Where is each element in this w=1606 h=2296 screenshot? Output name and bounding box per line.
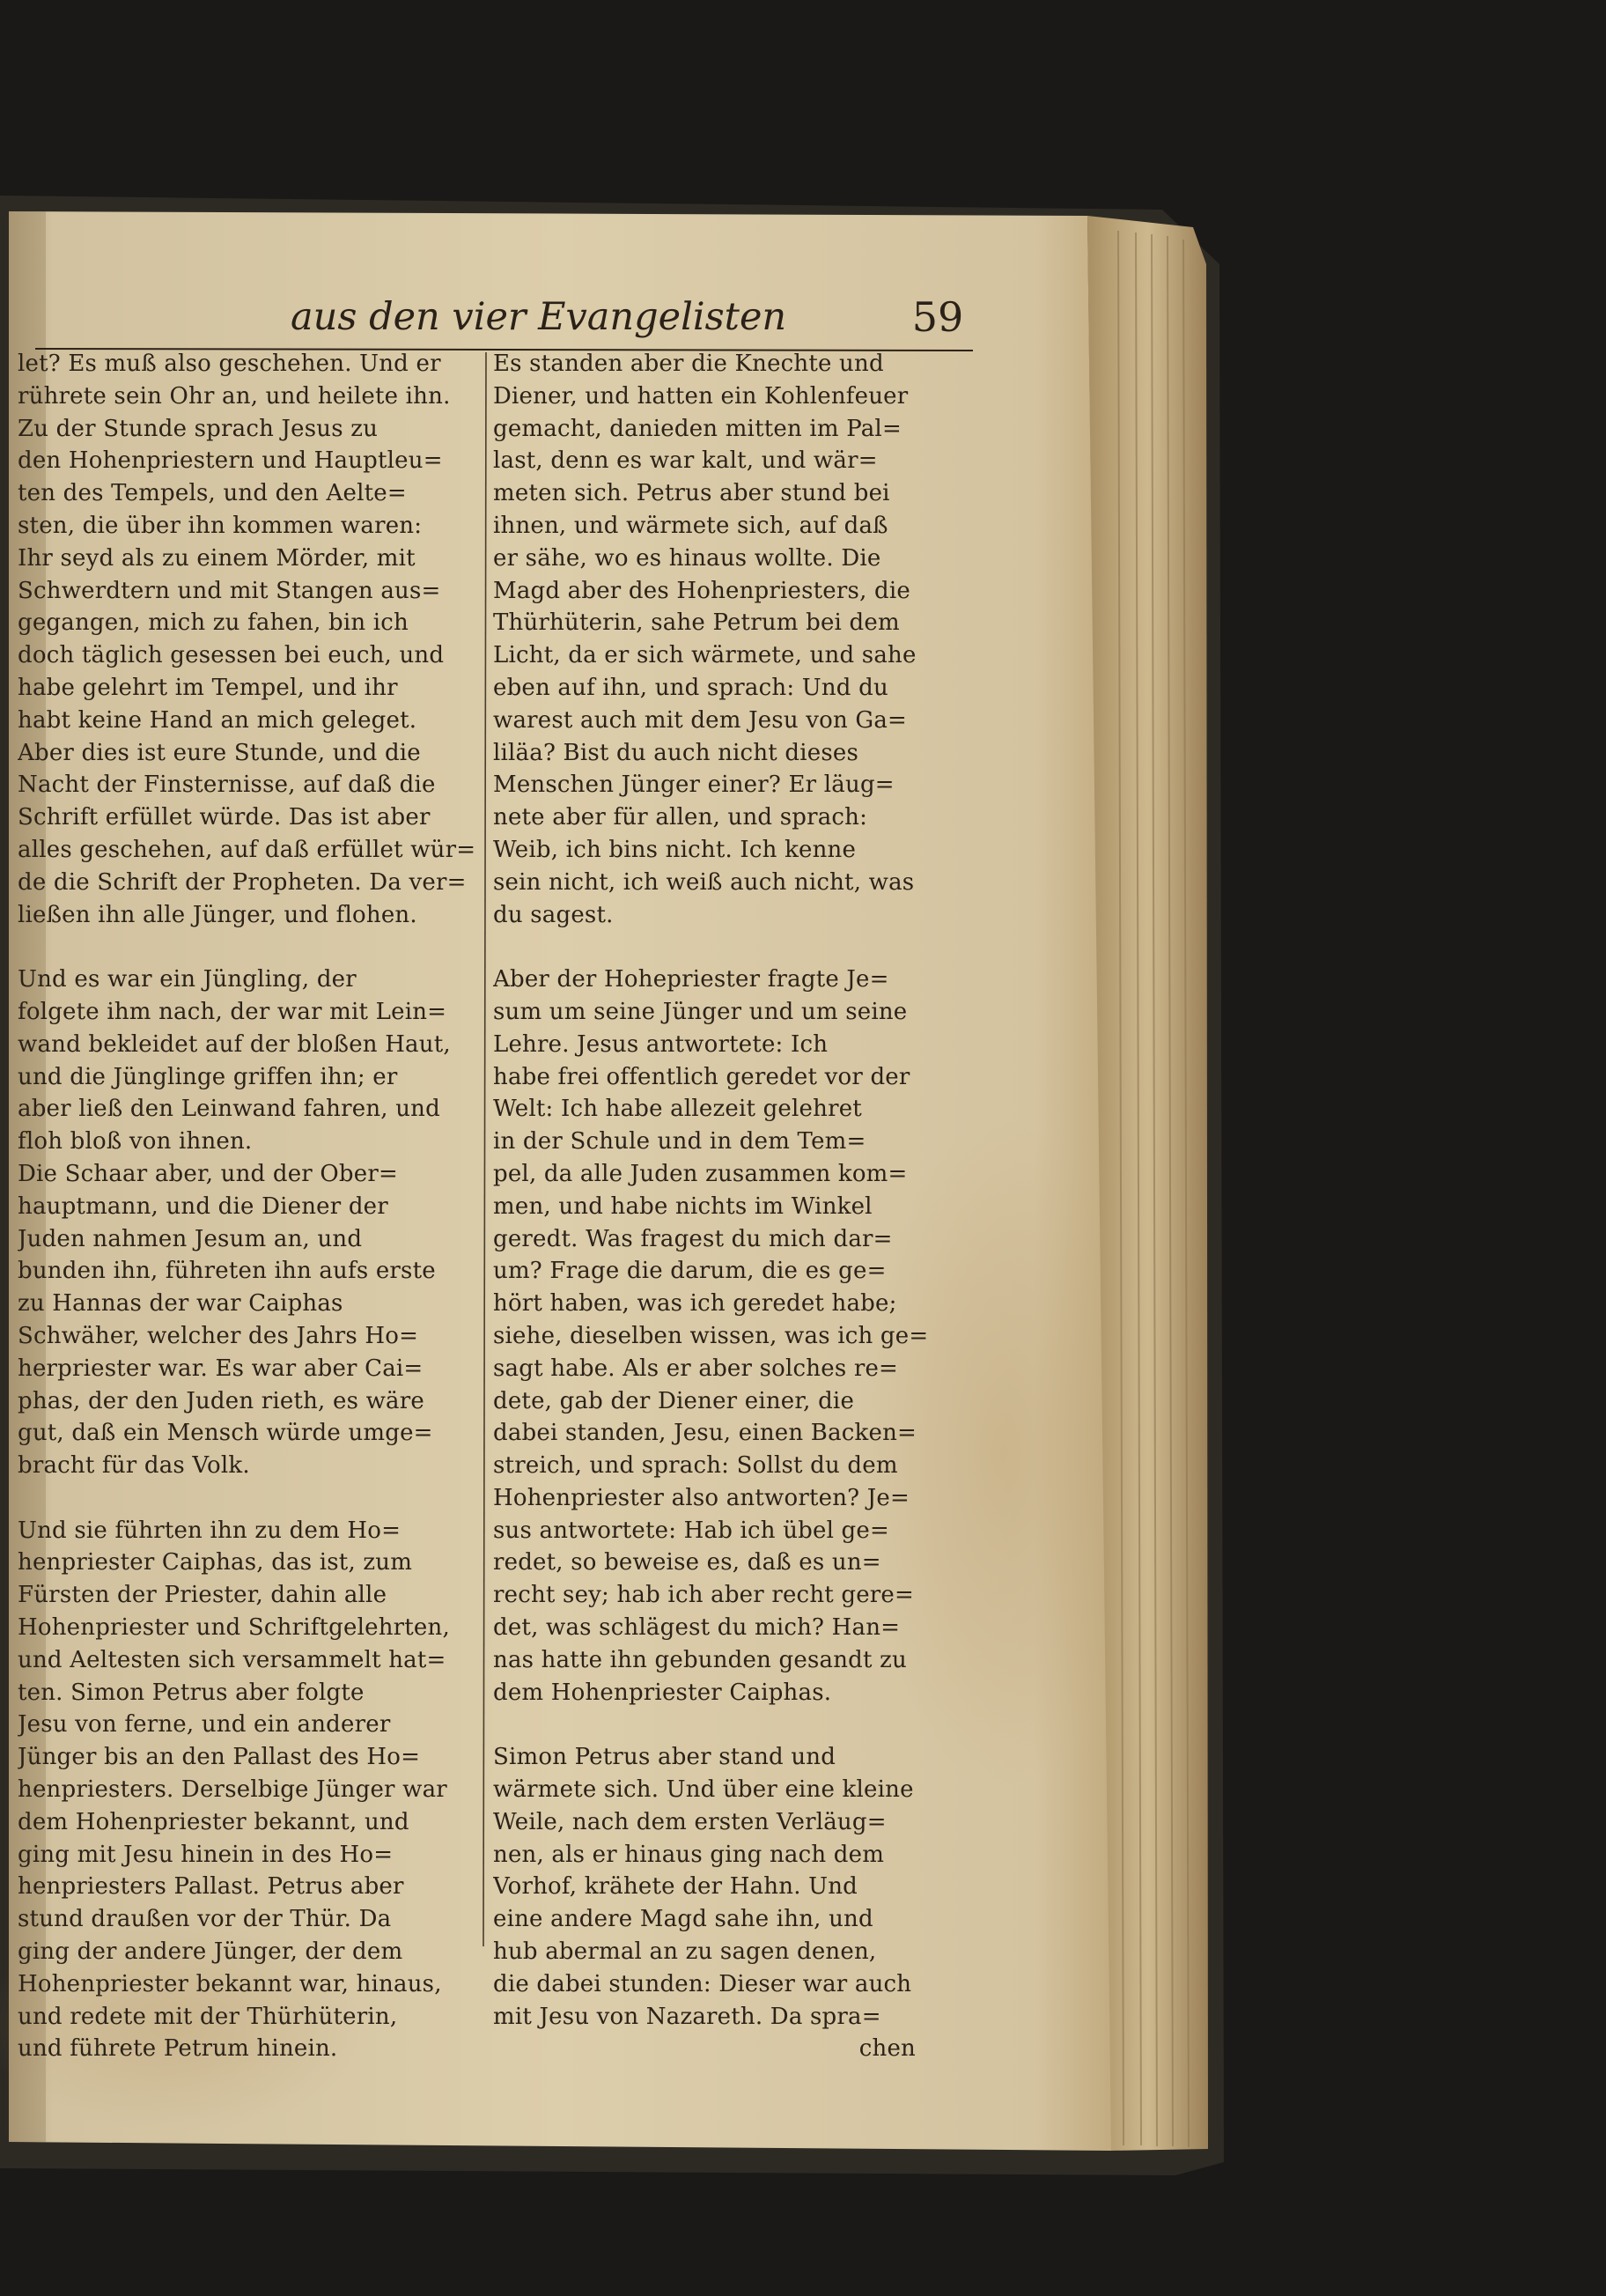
text-line: henpriester Caiphas, das ist, zum [18, 1549, 413, 1576]
text-line: Jesu von ferne, und ein anderer [18, 1711, 391, 1739]
text-line: und die Jünglinge griffen ihn; er [18, 1063, 398, 1090]
text-line: Schrift erfüllet würde. Das ist aber [18, 804, 431, 831]
text-line: den Hohenpriestern und Hauptleu= [18, 447, 443, 475]
text-line: nas hatte ihn gebunden gesandt zu [493, 1646, 907, 1673]
text-line: mit Jesu von Nazareth. Da spra= [493, 2003, 881, 2030]
text-line: Jünger bis an den Pallast des Ho= [18, 1744, 421, 1771]
text-line: Vorhof, krähete der Hahn. Und [493, 1873, 858, 1901]
paragraph-gap [18, 931, 480, 963]
text-line: ten. Simon Petrus aber folgte [18, 1679, 365, 1706]
text-line: recht sey; hab ich aber recht gere= [493, 1582, 915, 1609]
text-line: ten des Tempels, und den Aelte= [18, 480, 407, 507]
text-line: stund draußen vor der Thür. Da [18, 1906, 392, 1933]
text-line: dabei standen, Jesu, einen Backen= [493, 1420, 917, 1447]
text-line: pel, da alle Juden zusammen kom= [493, 1160, 908, 1187]
text-line: rührete sein Ohr an, und heilete ihn. [18, 382, 451, 410]
text-line: Es standen aber die Knechte und [493, 351, 884, 377]
text-line: du sagest. [493, 901, 614, 928]
text-line: gegangen, mich zu fahen, bin ich [18, 609, 409, 637]
text-line: nen, als er hinaus ging nach dem [493, 1841, 885, 1868]
text-line: in der Schule und in dem Tem= [493, 1128, 866, 1155]
right-text-column [493, 348, 969, 2065]
text-line: gemacht, danieden mitten im Pal= [493, 415, 902, 442]
text-line: liläa? Bist du auch nicht dieses [493, 739, 858, 766]
text-line: Zu der Stunde sprach Jesus zu [18, 415, 379, 442]
text-line: sten, die über ihn kommen waren: [18, 512, 423, 539]
text-line: sein nicht, ich weiß auch nicht, was [493, 868, 915, 896]
text-line: floh bloß von ihnen. [18, 1128, 253, 1155]
text-line: Und es war ein Jüngling, der [18, 966, 357, 993]
text-line: doch täglich gesessen bei euch, und [18, 642, 445, 669]
text-line: chen [858, 2035, 916, 2063]
text-line: er sähe, wo es hinaus wollte. Die [493, 544, 881, 572]
text-line: ihnen, und wärmete sich, auf daß [493, 512, 888, 539]
text-line: men, und habe nichts im Winkel [493, 1192, 873, 1220]
text-line: um? Frage die darum, die es ge= [493, 1258, 887, 1285]
text-line: und führete Petrum hinein. [18, 2035, 338, 2063]
text-line: habt keine Hand an mich geleget. [18, 706, 417, 734]
text-line: Simon Petrus aber stand und [493, 1744, 836, 1771]
text-line: streich, und sprach: Sollst du dem [493, 1452, 898, 1480]
text-line: sum um seine Jünger und um seine [493, 998, 908, 1025]
text-line: Und sie führten ihn zu dem Ho= [18, 1517, 402, 1544]
text-line: warest auch mit dem Jesu von Ga= [493, 706, 908, 734]
text-line: Weib, ich bins nicht. Ich kenne [493, 836, 857, 863]
text-line: zu Hannas der war Caiphas [18, 1290, 343, 1318]
text-line: dem Hohenpriester Caiphas. [493, 1679, 832, 1706]
text-line: Hohenpriester bekannt war, hinaus, [18, 1970, 442, 1997]
text-line: bunden ihn, führeten ihn aufs erste [18, 1258, 436, 1285]
text-line: bracht für das Volk. [18, 1452, 250, 1480]
text-line: herpriester war. Es war aber Cai= [18, 1355, 424, 1382]
text-line: Nacht der Finsternisse, auf daß die [18, 771, 436, 799]
text-line: sus antwortete: Hab ich übel ge= [493, 1517, 889, 1544]
text-line: meten sich. Petrus aber stund bei [493, 480, 890, 507]
text-line: hub abermal an zu sagen denen, [493, 1938, 877, 1966]
text-line: eine andere Magd sahe ihn, und [493, 1906, 873, 1933]
text-line: Hohenpriester und Schriftgelehrten, [18, 1614, 450, 1642]
text-line: wand bekleidet auf der bloßen Haut, [18, 1030, 451, 1058]
text-line: phas, der den Juden rieth, es wäre [18, 1387, 424, 1414]
text-line: Menschen Jünger einer? Er läug= [493, 771, 895, 799]
text-line: ging mit Jesu hinein in des Ho= [18, 1841, 394, 1868]
text-line: und Aeltesten sich versammelt hat= [18, 1646, 446, 1673]
text-line: Weile, nach dem ersten Verläug= [493, 1808, 887, 1835]
text-line: Hohenpriester also antworten? Je= [493, 1484, 910, 1511]
text-line: folgete ihm nach, der war mit Lein= [18, 998, 447, 1025]
text-line: Fürsten der Priester, dahin alle [18, 1582, 387, 1609]
text-line: henpriesters Pallast. Petrus aber [18, 1873, 404, 1901]
text-line: Schwerdtern und mit Stangen aus= [18, 577, 441, 604]
text-line: redet, so beweise es, daß es un= [493, 1549, 881, 1576]
text-line: de die Schrift der Propheten. Da ver= [18, 868, 467, 896]
text-line: henpriesters. Derselbige Jünger war [18, 1776, 447, 1804]
text-line: ließen ihn alle Jünger, und flohen. [18, 901, 417, 928]
text-line: aber ließ den Leinwand fahren, und [18, 1096, 440, 1123]
text-line: Ihr seyd als zu einem Mörder, mit [18, 544, 416, 572]
text-line: Thürhüterin, sahe Petrum bei dem [493, 609, 900, 637]
paragraph-gap [493, 1709, 969, 1741]
running-title: aus den vier Evangelisten [291, 295, 787, 339]
text-line: die dabei stunden: Dieser war auch [493, 1970, 912, 1997]
paragraph-gap [493, 931, 969, 963]
text-line: Licht, da er sich wärmete, und sahe [493, 642, 917, 669]
text-line: Aber der Hohepriester fragte Je= [493, 966, 889, 993]
left-text-column [18, 348, 480, 2065]
text-line: Juden nahmen Jesum an, und [18, 1225, 363, 1252]
text-line: let? Es muß also geschehen. Und er [18, 351, 441, 377]
text-line: nete aber für allen, und sprach: [493, 804, 868, 831]
text-line: ging der andere Jünger, der dem [18, 1938, 403, 1966]
text-line: Die Schaar aber, und der Ober= [18, 1160, 398, 1187]
text-line: dete, gab der Diener einer, die [493, 1387, 855, 1414]
text-line: Aber dies ist eure Stunde, und die [18, 739, 421, 766]
text-line: alles geschehen, auf daß erfüllet wür= [18, 836, 476, 863]
text-line: eben auf ihn, und sprach: Und du [493, 674, 888, 701]
paragraph-gap [18, 1482, 480, 1515]
text-line: Lehre. Jesus antwortete: Ich [493, 1030, 829, 1058]
text-line: sagt habe. Als er aber solches re= [493, 1355, 899, 1382]
text-line: siehe, dieselben wissen, was ich ge= [493, 1322, 929, 1349]
text-line: last, denn es war kalt, und wär= [493, 447, 878, 475]
text-line: Schwäher, welcher des Jahrs Ho= [18, 1322, 419, 1349]
text-line: gut, daß ein Mensch würde umge= [18, 1420, 433, 1447]
text-line: geredt. Was fragest du mich dar= [493, 1225, 893, 1252]
text-line: und redete mit der Thürhüterin, [18, 2003, 398, 2030]
text-line: habe gelehrt im Tempel, und ihr [18, 674, 398, 701]
text-line: Welt: Ich habe allezeit gelehret [493, 1096, 862, 1123]
text-line: wärmete sich. Und über eine kleine [493, 1776, 914, 1804]
text-line: hört haben, was ich geredet habe; [493, 1290, 897, 1318]
text-line: habe frei offentlich geredet vor der [493, 1063, 910, 1090]
text-line: hauptmann, und die Diener der [18, 1192, 388, 1220]
text-line: dem Hohenpriester bekannt, und [18, 1808, 409, 1835]
text-line: det, was schlägest du mich? Han= [493, 1614, 901, 1642]
text-line: Magd aber des Hohenpriesters, die [493, 577, 910, 604]
text-line: Diener, und hatten ein Kohlenfeuer [493, 382, 909, 410]
page-number: 59 [911, 293, 964, 341]
